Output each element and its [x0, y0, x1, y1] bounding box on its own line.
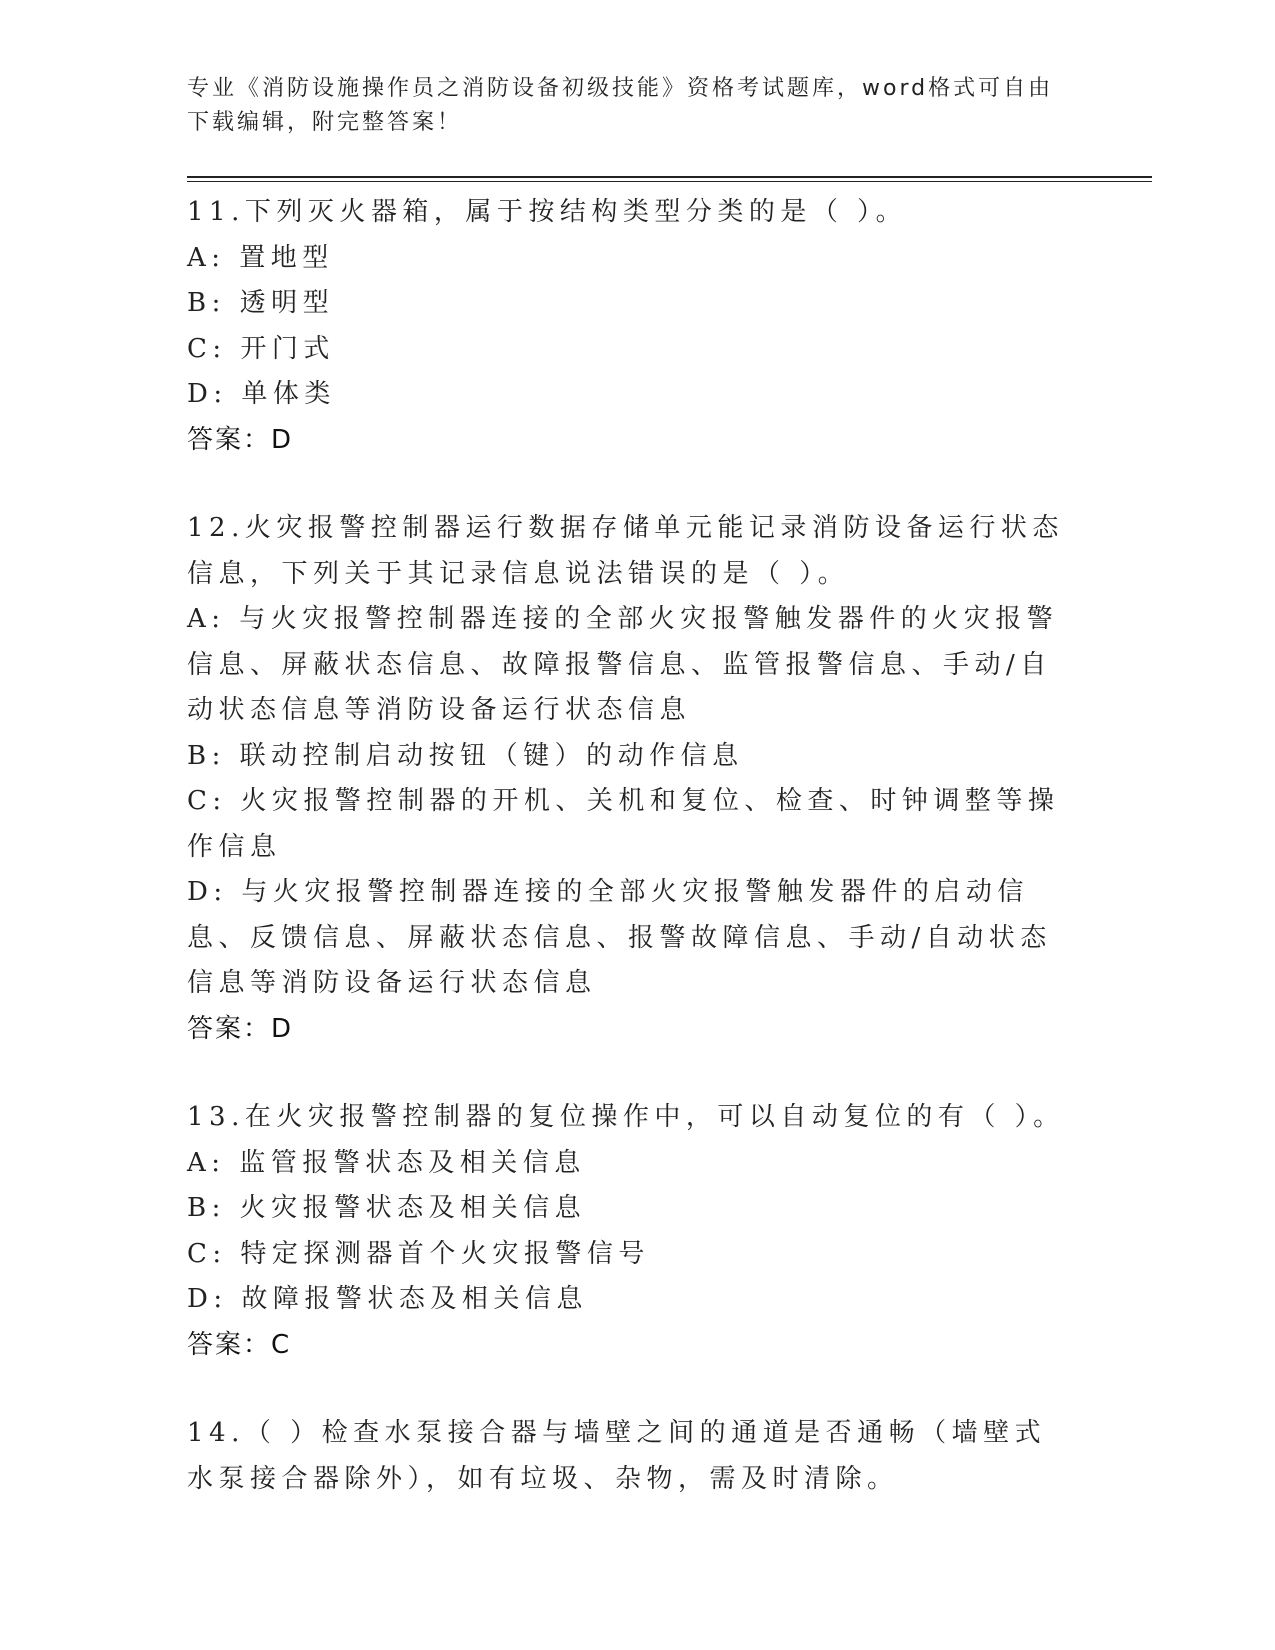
header-divider — [187, 176, 1152, 178]
question-stem: 12.火灾报警控制器运行数据存储单元能记录消防设备运行状态信息，下列关于其记录信息说法错误的是（ ）。 — [187, 513, 1064, 589]
option-c: C: 开门式 — [187, 333, 335, 364]
option-b: B: 透明型 — [187, 288, 335, 318]
question-11 — [187, 190, 1077, 463]
option-c: C: 火灾报警控制器的开机、关机和复位、检查、时钟调整等操作信息 — [187, 786, 1060, 862]
question-stem: 11.下列灭火器箱，属于按结构类型分类的是（ ）。 — [187, 197, 908, 227]
option-b: B: 火灾报警状态及相关信息 — [187, 1193, 587, 1223]
question-14 — [187, 1411, 1077, 1502]
header-divider-thin — [187, 181, 1152, 182]
question-list — [187, 190, 1077, 1545]
option-d: D: 与火灾报警控制器连接的全部火灾报警触发器件的启动信息、反馈信息、屏蔽状态信息、报警故障信息、手动/自动状态信息等消防设备运行状态信息 — [187, 877, 1052, 998]
question-12 — [187, 506, 1077, 1052]
answer: 答案：C — [187, 1329, 292, 1360]
answer: 答案：D — [187, 424, 294, 455]
answer: 答案：D — [187, 1013, 294, 1044]
option-d: D: 故障报警状态及相关信息 — [187, 1284, 588, 1314]
option-a: A: 置地型 — [187, 242, 334, 273]
option-a: A: 与火灾报警控制器连接的全部火灾报警触发器件的火灾报警信息、屏蔽状态信息、故障报警信息、监管报警信息、手动/自动状态信息等消防设备运行状态信息 — [187, 604, 1059, 725]
option-d: D: 单体类 — [187, 379, 336, 409]
option-c: C: 特定探测器首个火灾报警信号 — [187, 1238, 650, 1269]
question-stem: 13.在火灾报警控制器的复位操作中，可以自动复位的有（ ）。 — [187, 1102, 1065, 1132]
document-header: 专业《消防设施操作员之消防设备初级技能》资格考试题库，word格式可自由下载编辑，附完整答案！ — [187, 76, 1054, 135]
question-13 — [187, 1095, 1077, 1368]
question-stem: 14.（ ）检查水泵接合器与墙壁之间的通道是否通畅（墙壁式水泵接合器除外），如有垃圾、杂物，需及时清除。 — [187, 1418, 1047, 1494]
option-a: A: 监管报警状态及相关信息 — [187, 1147, 586, 1178]
option-b: B: 联动控制启动按钮（键）的动作信息 — [187, 740, 744, 771]
